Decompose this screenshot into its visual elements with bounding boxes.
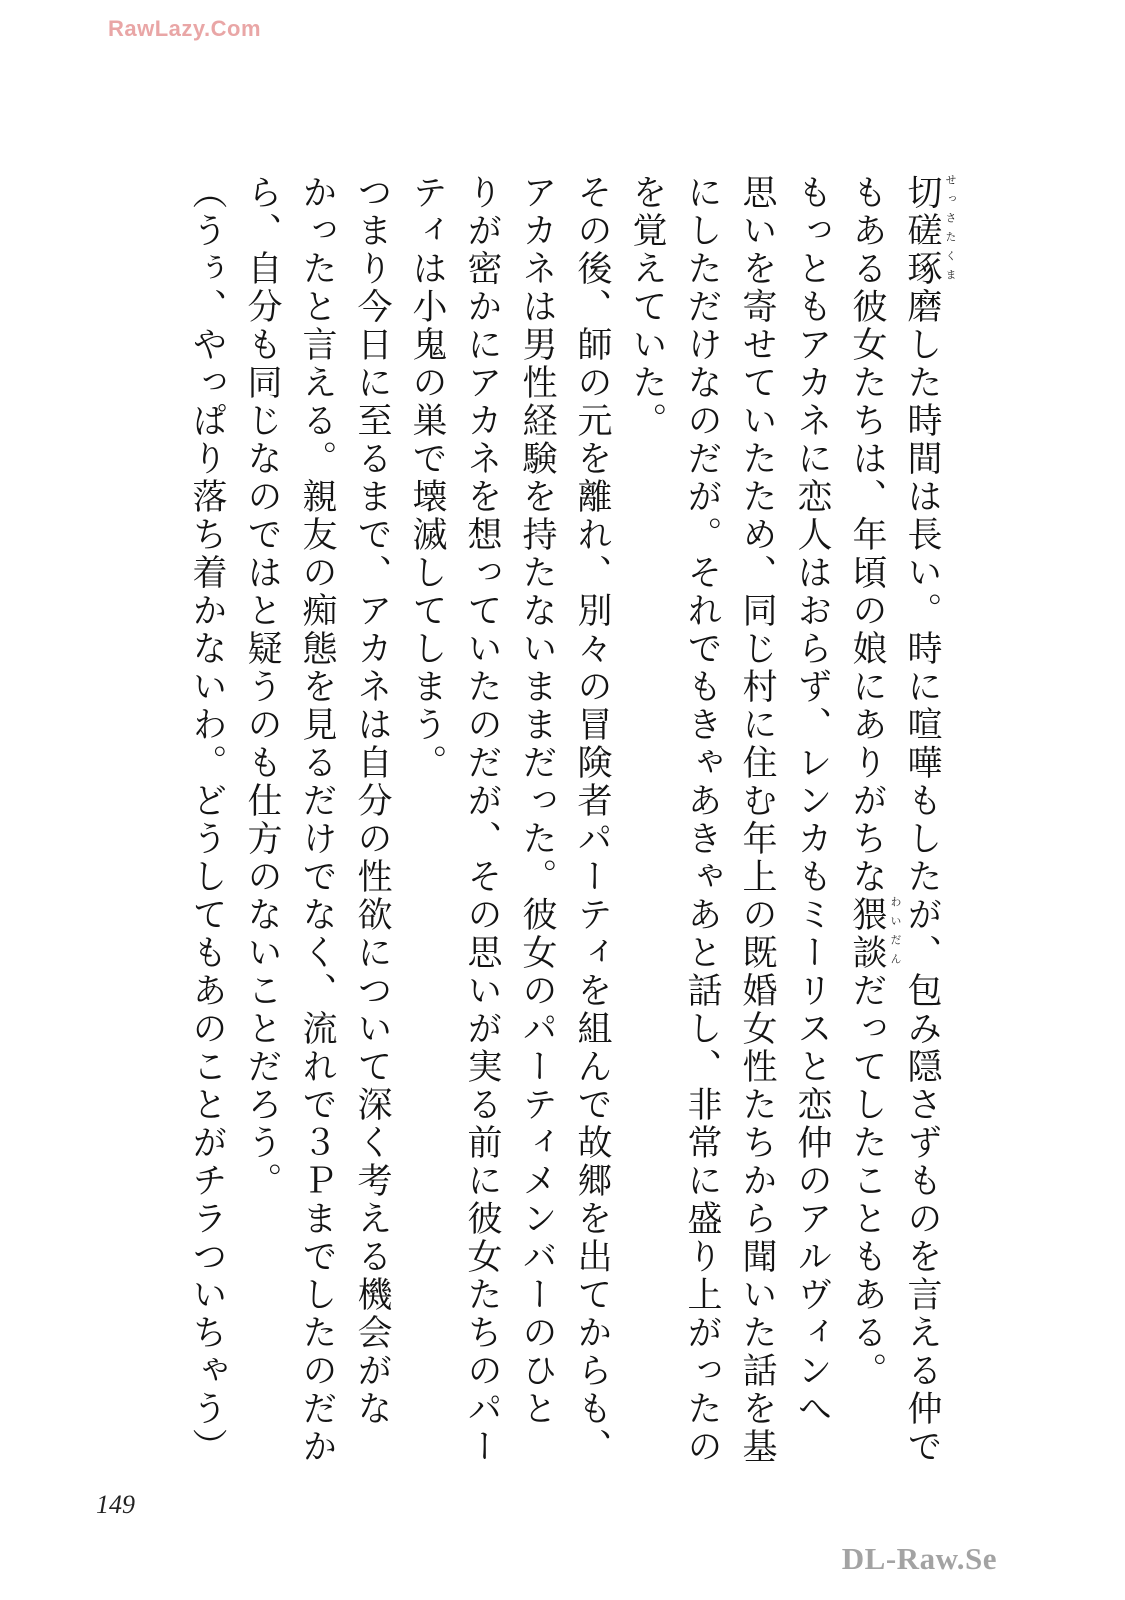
ruby-reading: わいだん — [889, 896, 902, 972]
text-line — [784, 174, 839, 1428]
text-line — [619, 174, 674, 1294]
text-segment: つまり今日に至るまで、アカネは自分の性欲について深く考える機会がな — [352, 174, 392, 1428]
text-segment: アカネは男性経験を持たないままだった。彼女のパーティメンバーのひと — [517, 174, 557, 1428]
text-line — [674, 174, 729, 1466]
text-line — [399, 174, 454, 1294]
page-number: 149 — [96, 1490, 135, 1519]
text-line — [839, 174, 902, 1390]
text-line — [454, 174, 509, 1466]
text-line — [234, 174, 289, 1294]
text-segment: かったと言える。親友の痴態を見るだけでなく、流れで３Ｐまでしたのだか — [297, 174, 337, 1466]
text-line — [344, 174, 399, 1428]
text-line — [564, 174, 619, 1466]
text-segment: だってしたこともある。 — [847, 972, 887, 1390]
ruby-base: 切磋琢磨 — [902, 174, 942, 326]
text-segment: りが密かにアカネを想っていたのだが、その思いが実る前に彼女たちのパー — [462, 174, 502, 1466]
text-line — [894, 174, 957, 1466]
text-segment: した時間は長い。時に喧嘩もしたが、包み隠さずものを言える仲で — [902, 326, 942, 1466]
ruby-word — [847, 896, 902, 972]
text-segment: にしただけなのだが。それでもきゃあきゃあと話し、非常に盛り上がったの — [682, 174, 722, 1466]
text-line — [729, 174, 784, 1466]
text-segment: 思いを寄せていたため、同じ村に住む年上の既婚女性たちから聞いた話を基 — [737, 174, 777, 1466]
text-segment: もっともアカネに恋人はおらず、レンカもミーリスと恋仲のアルヴィンへ — [792, 174, 832, 1428]
text-segment: ら、自分も同じなのではと疑うのも仕方のないことだろう。 — [242, 174, 282, 1200]
ruby-word — [902, 174, 957, 326]
watermark-bottom: DL-Raw.Se — [841, 1541, 997, 1576]
text-segment: ティは小鬼の巣で壊滅してしまう。 — [407, 174, 447, 782]
novel-text-block — [119, 174, 957, 1466]
text-segment: を覚えていた。 — [627, 174, 667, 440]
text-segment: （うぅ、やっぱり落ち着かないわ。どうしてもあのことがチラついちゃう） — [187, 174, 227, 1466]
text-line — [179, 174, 234, 1466]
text-segment: もある彼女たちは、年頃の娘にありがちな — [847, 174, 887, 896]
ruby-reading: せっさたくま — [944, 174, 957, 288]
ruby-base: 猥談 — [847, 896, 887, 972]
watermark-top: RawLazy.Com — [108, 16, 262, 41]
text-line — [289, 174, 344, 1466]
text-line — [509, 174, 564, 1428]
text-segment: その後、師の元を離れ、別々の冒険者パーティを組んで故郷を出てからも、 — [572, 174, 612, 1466]
